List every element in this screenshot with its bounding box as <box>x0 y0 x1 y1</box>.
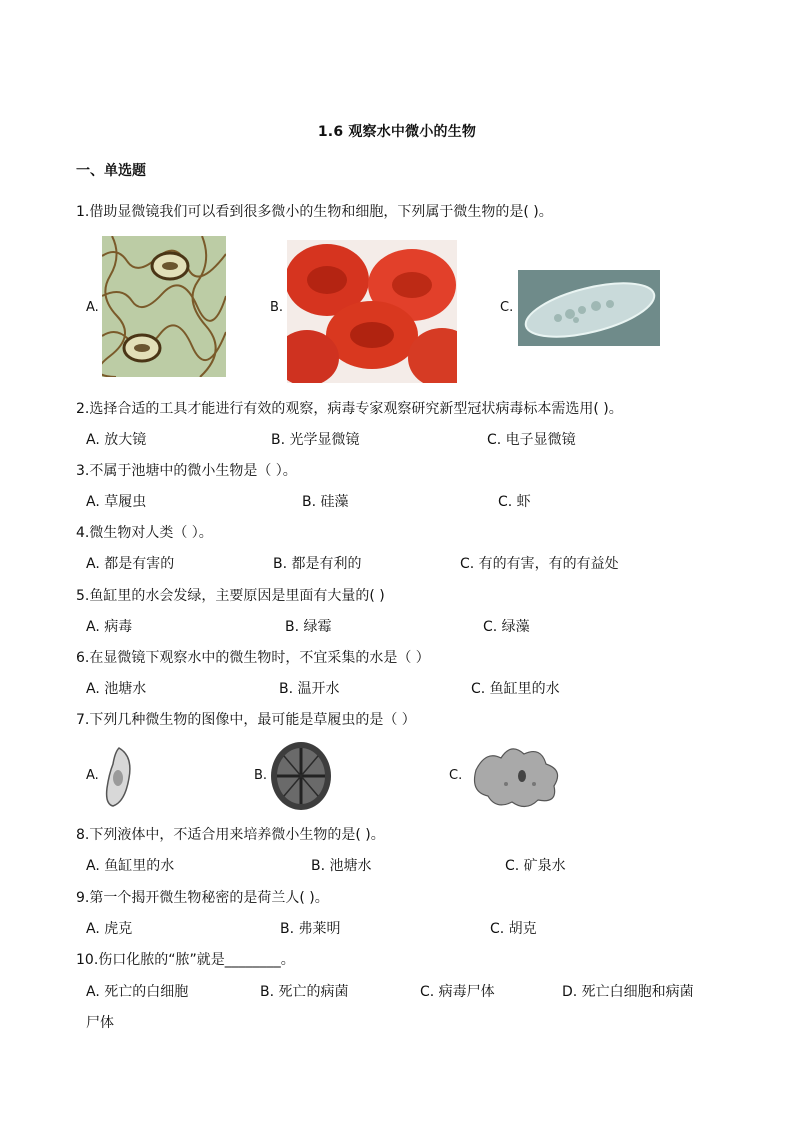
q4-option-b: B. 都是有利的 <box>273 556 362 572</box>
q9-option-b: B. 弗莱明 <box>280 921 341 937</box>
q10-option-d-continued: 尸体 <box>86 1015 114 1031</box>
question-5: 5.鱼缸里的水会发绿，主要原因是里面有大量的( ) <box>76 588 385 604</box>
leaf-stomata-image <box>102 236 226 377</box>
q8-option-a: A. 鱼缸里的水 <box>86 858 175 874</box>
q6-option-a: A. 池塘水 <box>86 681 147 697</box>
paramecium-image <box>518 270 660 346</box>
q4-option-a: A. 都是有害的 <box>86 556 175 572</box>
q5-option-c: C. 绿藻 <box>483 619 530 635</box>
q3-option-c: C. 虾 <box>498 494 531 510</box>
q10-option-a: A. 死亡的白细胞 <box>86 984 189 1000</box>
q7-option-b-label: B. <box>254 768 268 783</box>
q9-option-c: C. 胡克 <box>490 921 537 937</box>
question-2: 2.选择合适的工具才能进行有效的观察，病毒专家观察研究新型冠状病毒标本需选用( )。 <box>76 401 623 417</box>
question-3: 3.不属于池塘中的微小生物是（ ）。 <box>76 463 297 479</box>
red-blood-cells-image <box>287 240 457 383</box>
q2-option-c: C. 电子显微镜 <box>487 432 576 448</box>
page-title: 1.6 观察水中微小的生物 <box>317 124 477 140</box>
q6-option-c: C. 鱼缸里的水 <box>471 681 560 697</box>
question-8: 8.下列液体中，不适合用来培养微小生物的是( )。 <box>76 827 385 843</box>
question-4: 4.微生物对人类（ ）。 <box>76 525 213 541</box>
question-1: 1.借助显微镜我们可以看到很多微小的生物和细胞，下列属于微生物的是( )。 <box>76 204 553 220</box>
q10-option-b: B. 死亡的病菌 <box>260 984 349 1000</box>
q1-option-a-label: A. <box>86 300 99 315</box>
q4-option-c: C. 有的有害，有的有益处 <box>460 556 619 572</box>
q5-option-a: A. 病毒 <box>86 619 133 635</box>
q1-option-c-label: C. <box>500 300 514 315</box>
q7-option-a-label: A. <box>86 768 99 783</box>
q2-option-a: A. 放大镜 <box>86 432 147 448</box>
q5-option-b: B. 绿霉 <box>285 619 332 635</box>
q7-option-c-label: C. <box>449 768 463 783</box>
q3-option-b: B. 硅藻 <box>302 494 349 510</box>
q3-option-a: A. 草履虫 <box>86 494 147 510</box>
section-heading: 一、单选题 <box>76 163 146 179</box>
q10-option-d: D. 死亡白细胞和病菌 <box>562 984 694 1000</box>
question-6: 6.在显微镜下观察水中的微生物时，不宜采集的水是（ ） <box>76 650 430 666</box>
q1-option-b-label: B. <box>270 300 284 315</box>
q2-option-b: B. 光学显微镜 <box>271 432 360 448</box>
q8-option-b: B. 池塘水 <box>311 858 372 874</box>
question-10: 10.伤口化脓的“脓”就是________。 <box>76 952 295 968</box>
diatom-image <box>270 740 332 812</box>
q8-option-c: C. 矿泉水 <box>505 858 566 874</box>
q9-option-a: A. 虎克 <box>86 921 133 937</box>
paramecium-sketch-image <box>101 744 139 810</box>
amoeba-image <box>466 740 566 812</box>
q6-option-b: B. 温开水 <box>279 681 340 697</box>
question-7: 7.下列几种微生物的图像中，最可能是草履虫的是（ ） <box>76 712 416 728</box>
q10-option-c: C. 病毒尸体 <box>420 984 495 1000</box>
question-9: 9.第一个揭开微生物秘密的是荷兰人( )。 <box>76 890 329 906</box>
